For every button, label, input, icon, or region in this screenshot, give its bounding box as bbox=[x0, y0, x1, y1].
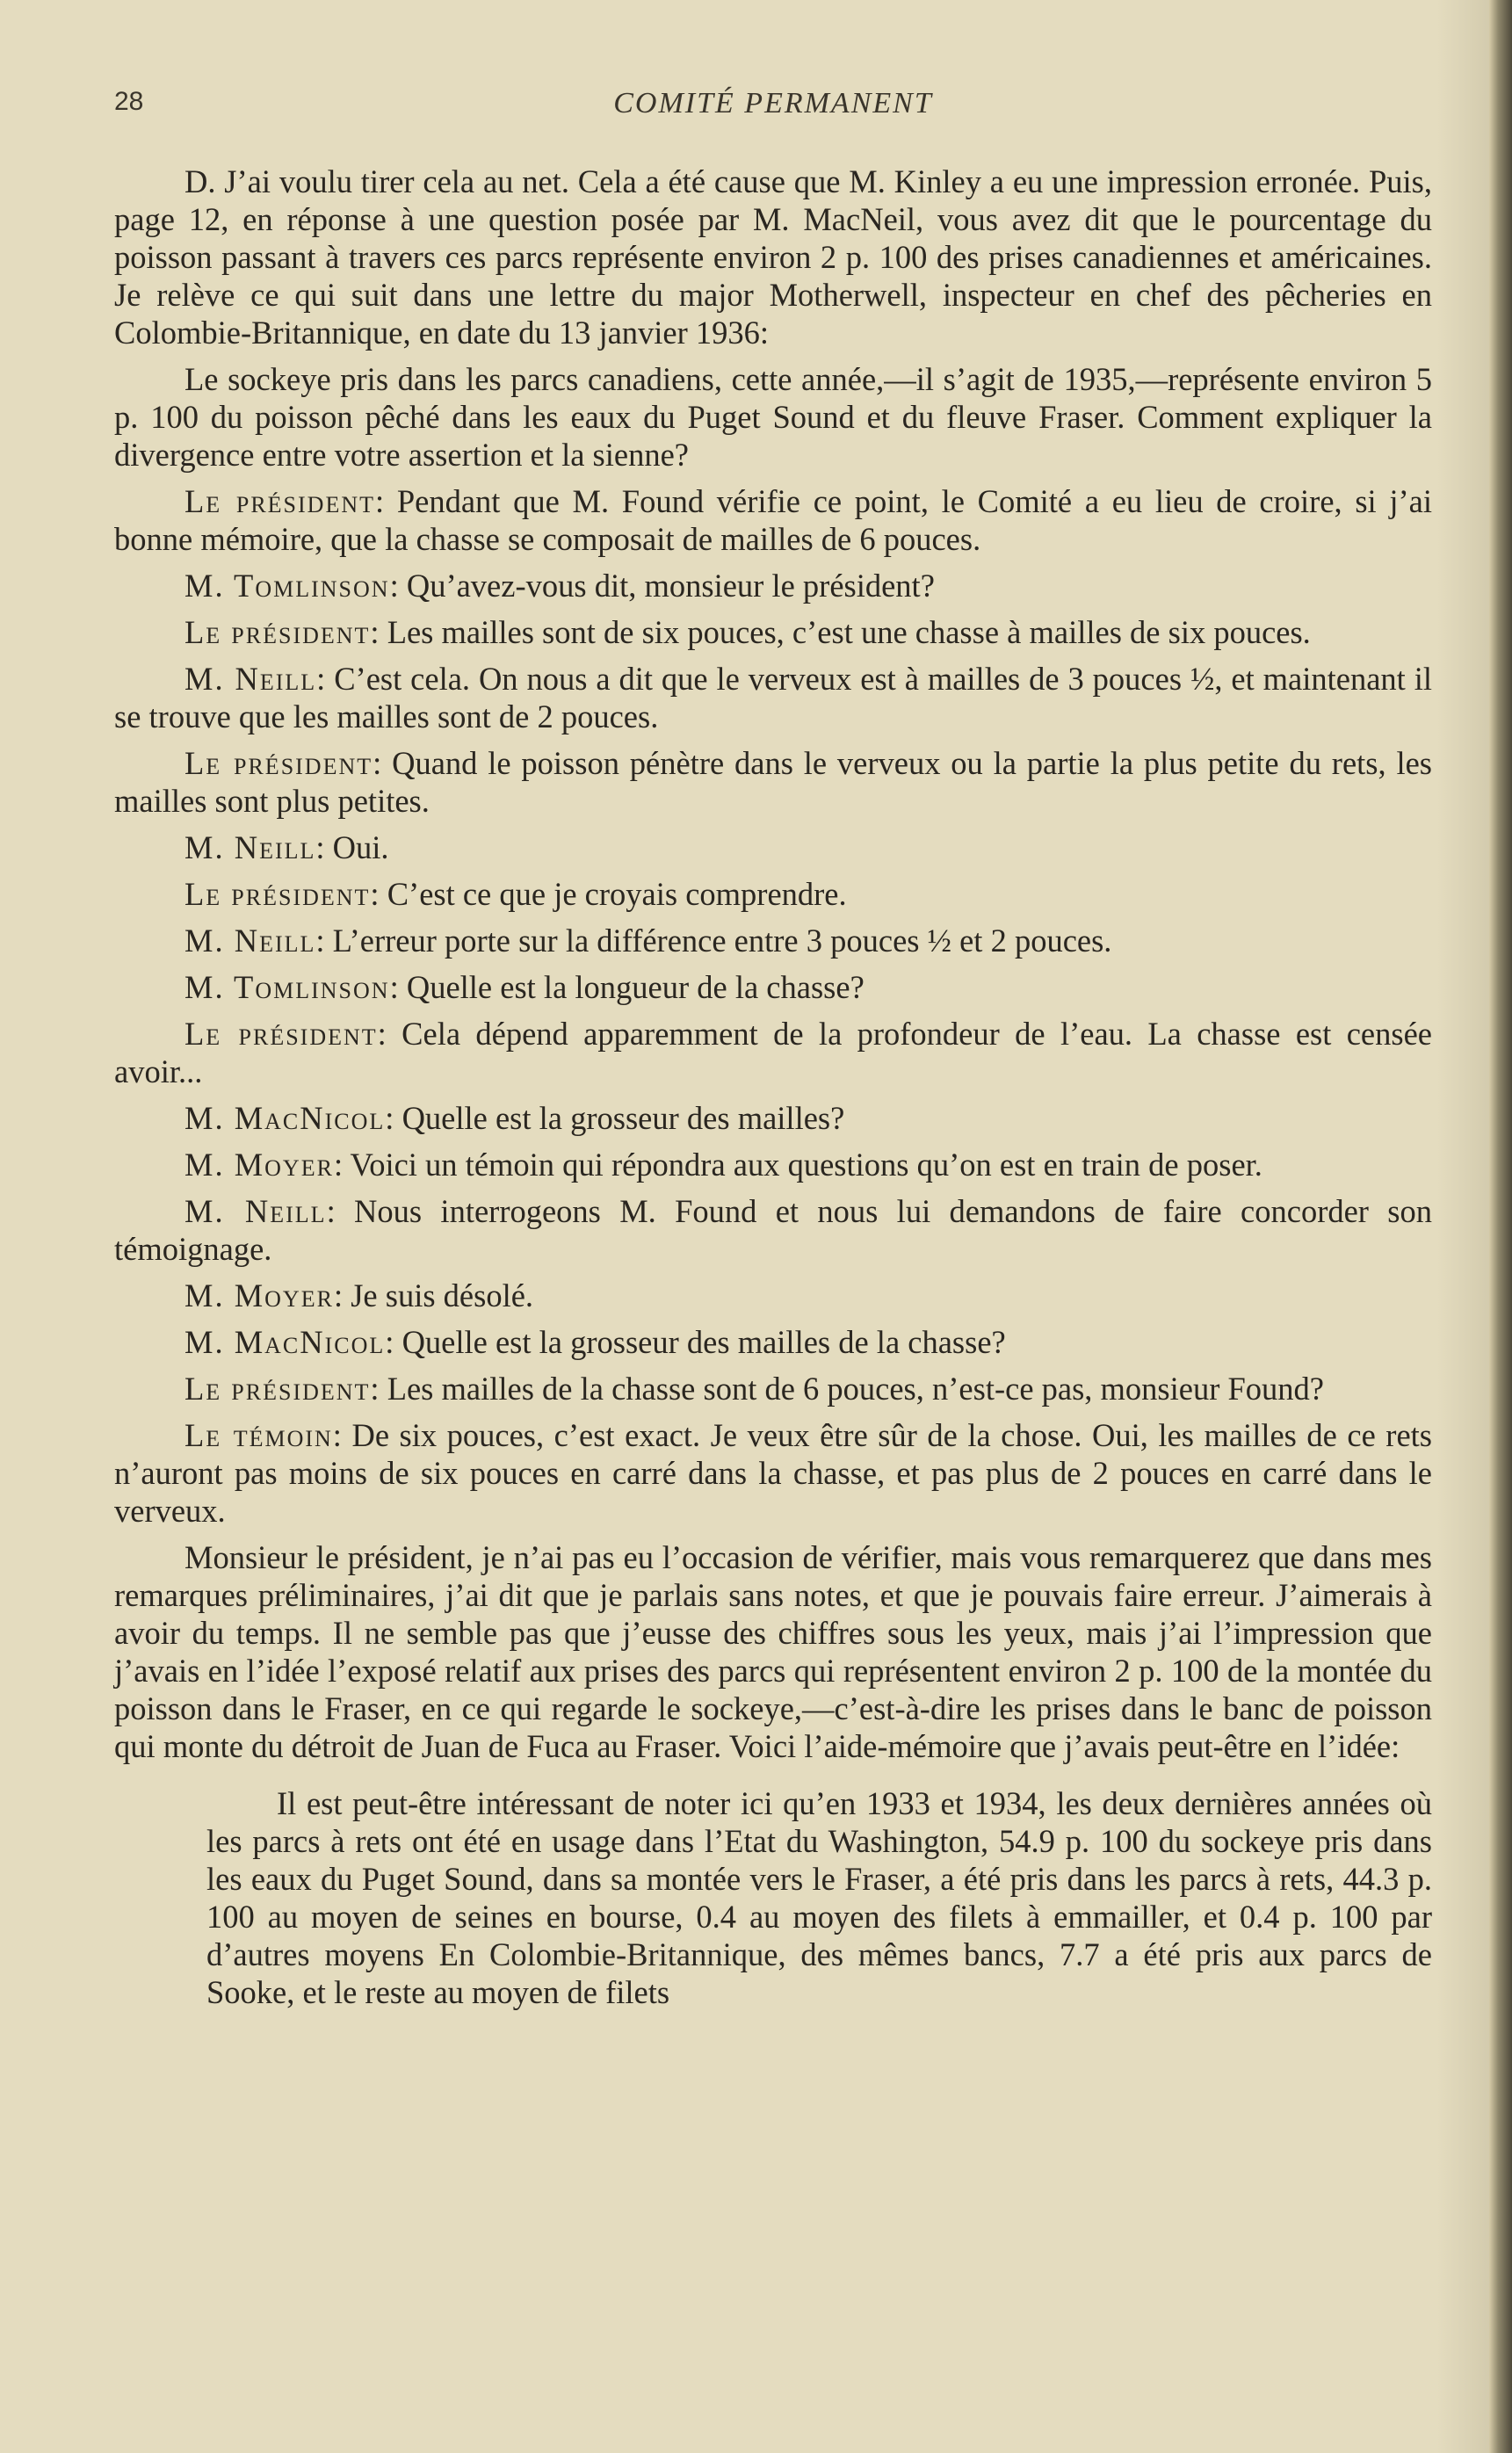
paragraph-text: Le sockeye pris dans les parcs canadiens, cette année,—il s’agit de 1935,—représente environ 5 p. 100 du poisson pêché dans les eaux du Puget Sound et du fleuve Fraser. Comment expliquer la divergence entre votre assertion et la sienne? bbox=[114, 361, 1432, 473]
page-gutter-shade bbox=[1436, 0, 1489, 2453]
paragraph-text: : C’est ce que je croyais comprendre. bbox=[370, 876, 847, 912]
speaker-name: M. Tomlinson bbox=[184, 568, 390, 604]
paragraph-text: : C’est cela. On nous a dit que le verveux est à mailles de 3 pouces ½, et maintenant il se trouve que les mailles sont de 2 pouces. bbox=[114, 661, 1432, 734]
speaker-name: Le témoin bbox=[184, 1417, 333, 1453]
speaker-name: Le président bbox=[184, 745, 373, 781]
paragraph bbox=[114, 922, 1432, 959]
paragraph-text: : L’erreur porte sur la différence entre 3 pouces ½ et 2 pouces. bbox=[315, 923, 1112, 959]
paragraph bbox=[114, 744, 1432, 820]
paragraph-text: : Quelle est la longueur de la chasse? bbox=[389, 969, 865, 1005]
paragraph-text: : Nous interrogeons M. Found et nous lui demandons de faire concorder son témoignage. bbox=[114, 1193, 1432, 1267]
paragraph-text: : Voici un témoin qui répondra aux questions qu’on est en train de poser. bbox=[333, 1147, 1262, 1183]
speaker-name: M. Moyer bbox=[184, 1147, 334, 1183]
book-binding-edge bbox=[1489, 0, 1512, 2453]
paragraph-text: : Quelle est la grosseur des mailles de la chasse? bbox=[385, 1324, 1006, 1360]
speaker-name: M. Neill bbox=[184, 829, 316, 865]
speaker-name: M. Neill bbox=[184, 1193, 327, 1229]
paragraph bbox=[114, 613, 1432, 651]
page-number: 28 bbox=[114, 87, 144, 116]
speaker-name: Le président bbox=[184, 876, 371, 912]
paragraph bbox=[114, 1146, 1432, 1183]
speaker-name: Le président bbox=[184, 614, 371, 650]
paragraph bbox=[114, 1416, 1432, 1530]
paragraph bbox=[114, 360, 1432, 474]
paragraph bbox=[114, 829, 1432, 866]
speaker-name: M. Neill bbox=[184, 661, 317, 697]
paragraph bbox=[114, 660, 1432, 735]
paragraph-text: : Quelle est la grosseur des mailles? bbox=[385, 1100, 845, 1136]
running-header bbox=[114, 83, 1432, 136]
speaker-name: M. Moyer bbox=[184, 1277, 334, 1313]
speaker-name: Le président bbox=[184, 483, 375, 519]
paragraph bbox=[114, 968, 1432, 1006]
paragraph bbox=[114, 567, 1432, 604]
paragraph-text: : Cela dépend apparemment de la profondeur de l’eau. La chasse est censée avoir... bbox=[114, 1016, 1432, 1089]
paragraph-text: : Les mailles de la chasse sont de 6 pouces, n’est-ce pas, monsieur Found? bbox=[370, 1371, 1325, 1407]
paragraph-text: Monsieur le président, je n’ai pas eu l’occasion de vérifier, mais vous remarquerez que dans mes remarques préliminaires, j’ai dit que je parlais sans notes, et que je pouvais faire erreur. J’aimerais à avoir du temps. Il ne semble pas que j’eusse des chiffres sous les yeux, mais j’ai l’impression que j’avais en l’idée l’exposé relatif aux prises des parcs qui représentent environ 2 p. 100 de la montée du poisson dans le Fraser, en ce qui regarde le sockeye,—c’est-à-dire les prises dans le banc de poisson qui monte du détroit de Juan de Fuca au Fraser. Voici l’aide-mémoire que j’avais peut-être en l’idée: bbox=[114, 1539, 1432, 1764]
paragraph bbox=[114, 875, 1432, 913]
paragraph-text: : De six pouces, c’est exact. Je veux être sûr de la chose. Oui, les mailles de ce rets n’auront pas moins de six pouces en carré dans la chasse, et pas plus de 2 pouces en carré dans le verveux. bbox=[114, 1417, 1432, 1529]
block-quote: Il est peut-être intéressant de noter ici qu’en 1933 et 1934, les deux dernières années où les parcs à rets ont été en usage dans l’Etat du Washington, 54.9 p. 100 du sockeye pris dans les eaux du Puget Sound, dans sa montée vers le Fraser, a été pris dans les parcs à rets, 44.3 p. 100 au moyen de seines en bourse, 0.4 au moyen des filets à emmailler, et 0.4 p. 100 par d’autres moyens En Colombie-Britannique, des mêmes bancs, 7.7 a été pris aux parcs de Sooke, et le reste au moyen de filets bbox=[206, 1785, 1432, 2010]
running-title: COMITÉ PERMANENT bbox=[613, 87, 933, 119]
paragraph bbox=[114, 482, 1432, 558]
speaker-name: M. Neill bbox=[184, 923, 316, 959]
paragraph bbox=[114, 1538, 1432, 1765]
paragraph bbox=[114, 1015, 1432, 1090]
paragraph-text: : Je suis désolé. bbox=[333, 1277, 534, 1313]
paragraph bbox=[114, 163, 1432, 351]
paragraph bbox=[114, 1192, 1432, 1268]
speaker-name: M. MacNicol bbox=[184, 1100, 386, 1136]
paragraph-text: D. J’ai voulu tirer cela au net. Cela a été cause que M. Kinley a eu une impression erronée. Puis, page 12, en réponse à une question posée par M. MacNeil, vous avez dit que le pourcentage du poisson passant à travers ces parcs représente environ 2 p. 100 des prises canadiennes et américaines. Je relève ce qui suit dans une lettre du major Motherwell, inspecteur en chef des pêcheries en Colombie-Britannique, en date du 13 janvier 1936: bbox=[114, 163, 1432, 351]
speaker-name: M. MacNicol bbox=[184, 1324, 386, 1360]
paragraph bbox=[114, 1277, 1432, 1314]
speaker-name: Le président bbox=[184, 1371, 371, 1407]
document-page bbox=[114, 83, 1432, 2020]
paragraph-text: : Qu’avez-vous dit, monsieur le président? bbox=[389, 568, 935, 604]
paragraph bbox=[114, 1323, 1432, 1361]
paragraph bbox=[114, 1099, 1432, 1137]
speaker-name: Le président bbox=[184, 1016, 378, 1052]
speaker-name: M. Tomlinson bbox=[184, 969, 390, 1005]
body-text bbox=[114, 163, 1432, 2011]
paragraph-text: : Les mailles sont de six pouces, c’est une chasse à mailles de six pouces. bbox=[370, 614, 1311, 650]
paragraph-text: : Pendant que M. Found vérifie ce point, le Comité a eu lieu de croire, si j’ai bonne mémoire, que la chasse se composait de mailles de 6 pouces. bbox=[114, 483, 1433, 557]
paragraph-text: : Oui. bbox=[315, 829, 389, 865]
paragraph-text: : Quand le poisson pénètre dans le verveux ou la partie la plus petite du rets, les mailles sont plus petites. bbox=[114, 745, 1432, 819]
paragraph bbox=[114, 1370, 1432, 1407]
